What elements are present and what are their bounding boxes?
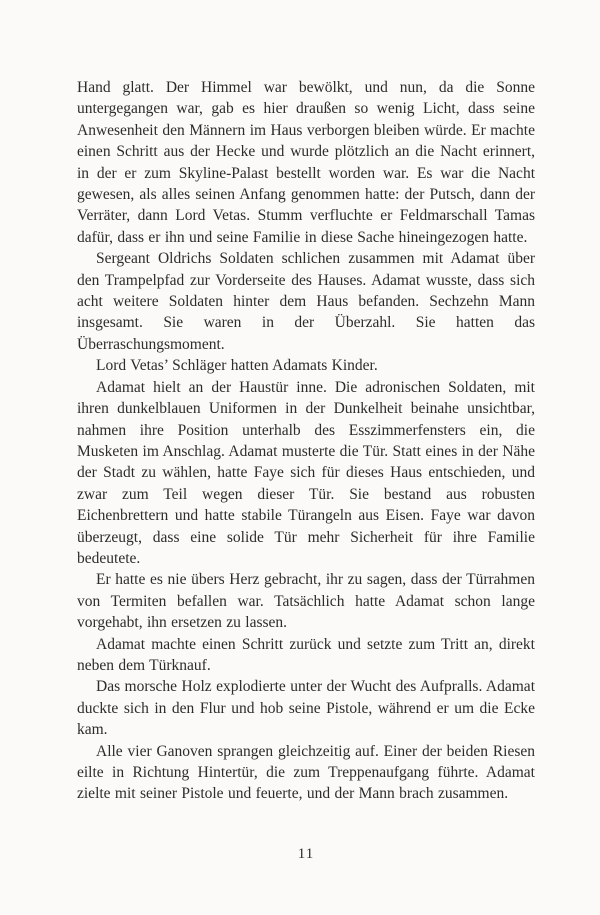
paragraph: Alle vier Ganoven sprangen gleichzeitig auf. Einer der beiden Riesen eilte in Richtung Hintertür, die zum Treppenaufgang führte. Adamat zielte mit seiner Pistole und feuerte, und der Mann brach zusammen.: [77, 742, 535, 803]
paragraph: Sergeant Oldrichs Soldaten schlichen zusammen mit Adamat über den Trampelpfad zur Vorderseite des Hauses. Adamat wusste, dass sich acht weitere Soldaten hinter dem Haus befanden. Sechzehn Mann insgesamt. Sie waren in der Überzahl. Sie hatten das Überraschungsmoment.: [77, 250, 535, 353]
paragraph: Er hatte es nie übers Herz gebracht, ihr zu sagen, dass der Türrahmen von Termiten befallen war. Tatsächlich hatte Adamat schon lange vorgehabt, ihn ersetzen zu lassen.: [77, 571, 535, 632]
paragraph: Lord Vetas’ Schläger hatten Adamats Kinder.: [96, 357, 378, 375]
paragraph: Hand glatt. Der Himmel war bewölkt, und nun, da die Sonne untergegangen war, gab es hier draußen so wenig Licht, dass seine Anwesenheit den Männern im Haus verborgen bleiben würde. Er machte einen Schritt aus der Hecke und wurde plötzlich an die Nacht erinnert, in der er zum Skyline-Palast bestellt worden war. Es war die Nacht gewesen, als alles seinen Anfang genommen hatte: der Putsch, dann der Verräter, dann Lord Vetas. Stumm verfluchte er Feldmarschall Tamas dafür, dass er ihn und seine Familie in diese Sache hineingezogen hatte.: [77, 79, 535, 246]
page-number: 11: [297, 846, 315, 862]
paragraph: Adamat machte einen Schritt zurück und setzte zum Tritt an, direkt neben dem Türknauf.: [77, 635, 535, 674]
paragraph: Adamat hielt an der Haustür inne. Die adronischen Soldaten, mit ihren dunkelblauen Uniformen in der Dunkelheit beinahe unsichtbar, nahmen ihre Position unterhalb des Esszimmerfensters ein, die Musketen im Anschlag. Adamat musterte die Tür. Statt eines in der Nähe der Stadt zu wählen, hatte Faye sich für dieses Haus entschieden, und zwar zum Teil wegen dieser Tür. Sie bestand aus robusten Eichenbrettern und hatte stabile Türangeln aus Eisen. Faye war davon überzeugt, dass eine solide Tür mehr Sicherheit für ihre Familie bedeutete.: [77, 378, 535, 567]
paragraph: Das morsche Holz explodierte unter der Wucht des Aufpralls. Adamat duckte sich in den Flur und hob seine Pistole, während er um die Ecke kam.: [77, 678, 535, 739]
page-body-text: [77, 77, 535, 805]
